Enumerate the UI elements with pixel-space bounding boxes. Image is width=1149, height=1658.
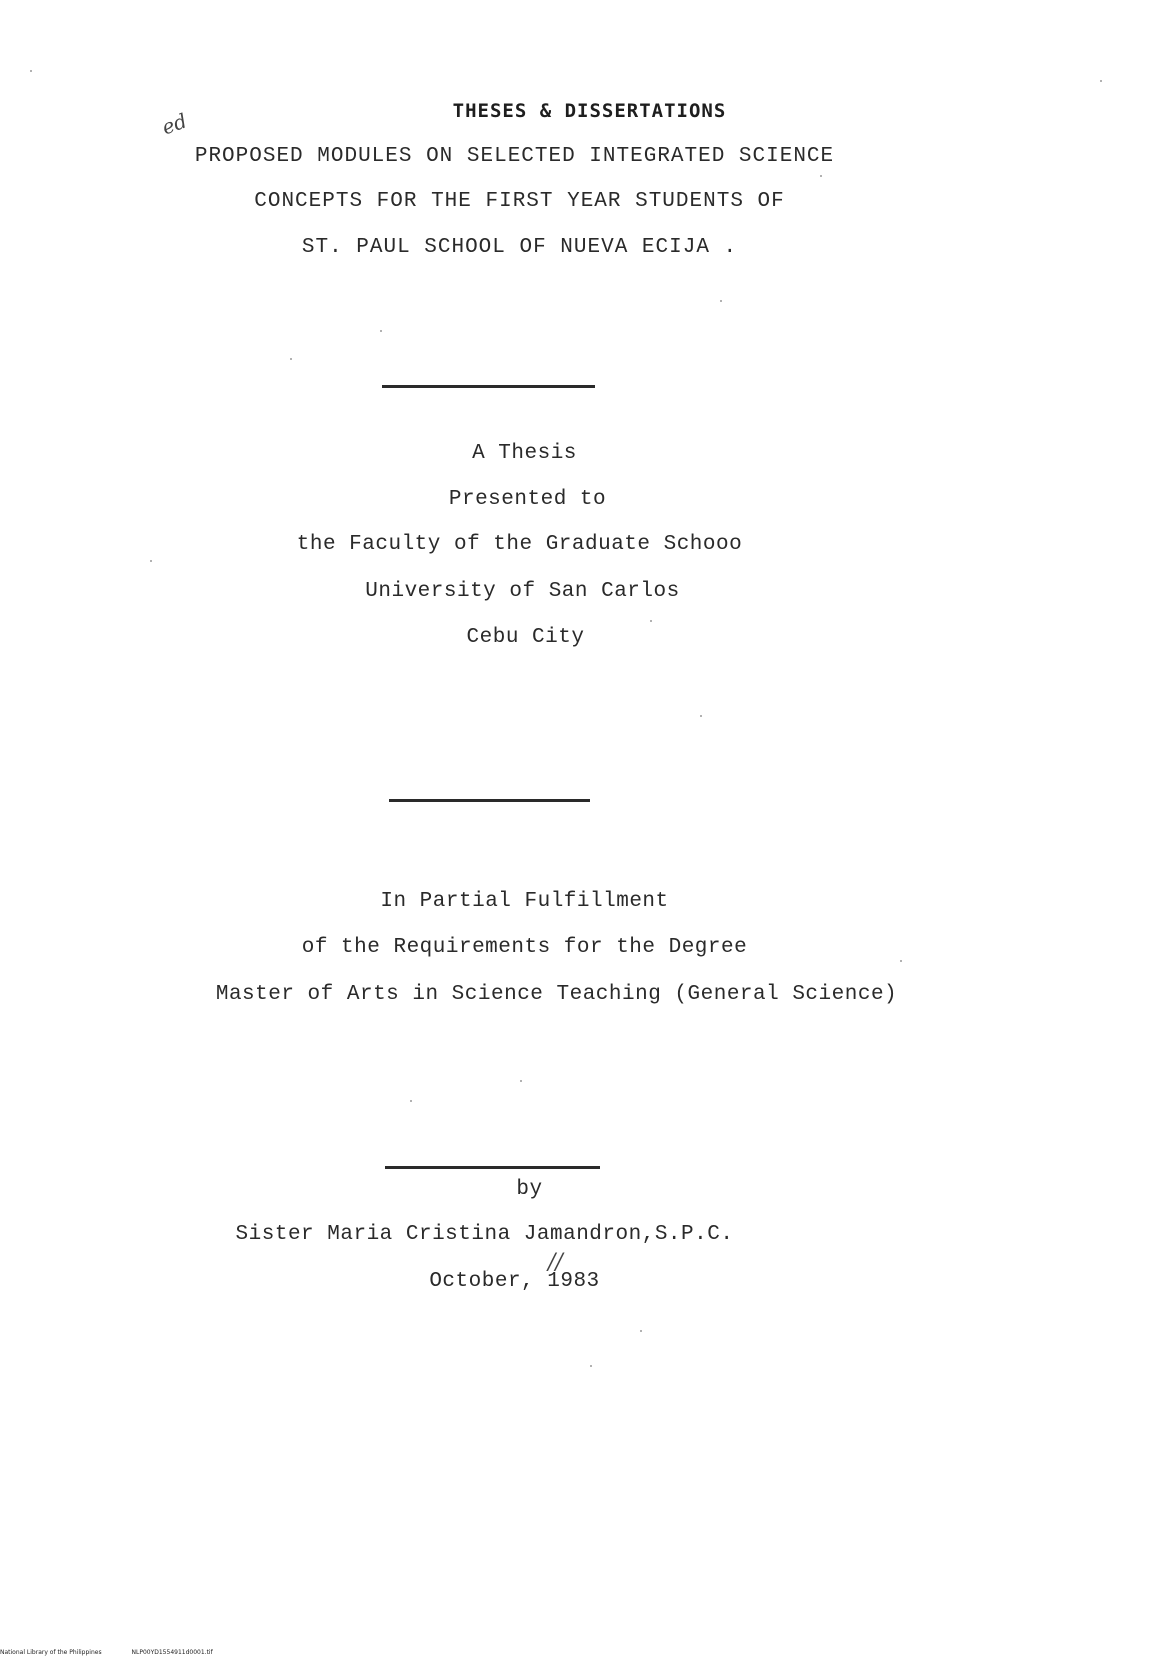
by-label: by (516, 1178, 543, 1201)
handwritten-slash-mark: // (548, 1250, 563, 1275)
scan-speck (900, 960, 902, 962)
submission-date: October, 1983 (429, 1270, 600, 1293)
scan-speck (820, 175, 822, 177)
scan-speck (520, 1080, 522, 1082)
divider-rule-3 (385, 1166, 600, 1169)
fulfillment-line-1: In Partial Fulfillment (380, 890, 669, 913)
presentation-line-3: the Faculty of the Graduate Schooo (296, 533, 743, 556)
thesis-title-line-1: PROPOSED MODULES ON SELECTED INTEGRATED SCIENCE (194, 145, 835, 168)
scan-speck (1100, 80, 1102, 82)
thesis-title-line-3: ST. PAUL SCHOOL OF NUEVA ECIJA . (301, 236, 738, 259)
footer-file-code: NLP00YD1554911d0001.tif (131, 1649, 213, 1656)
scan-speck (290, 358, 292, 360)
scan-speck (590, 1365, 592, 1367)
divider-rule-1 (382, 385, 595, 388)
scan-speck (650, 620, 652, 622)
scan-speck (720, 300, 722, 302)
scan-speck (30, 70, 32, 72)
scan-speck (640, 1330, 642, 1332)
archive-stamp: THESES & DISSERTATIONS (452, 100, 727, 122)
presentation-line-2: Presented to (448, 488, 607, 511)
handwritten-mark: ed (158, 108, 191, 140)
scan-footer (0, 1649, 241, 1656)
presentation-line-1: A Thesis (472, 442, 577, 465)
scan-speck (410, 1100, 412, 1102)
presentation-line-4: University of San Carlos (365, 580, 680, 603)
presentation-line-5: Cebu City (466, 626, 585, 649)
footer-library: National Library of the Philippines (0, 1649, 102, 1656)
scan-speck (150, 560, 152, 562)
fulfillment-line-3: Master of Arts in Science Teaching (General Science) (215, 983, 898, 1006)
author-name: Sister Maria Cristina Jamandron,S.P.C. (235, 1223, 734, 1246)
divider-rule-2 (389, 799, 590, 802)
fulfillment-line-2: of the Requirements for the Degree (301, 936, 748, 959)
scan-speck (700, 715, 702, 717)
thesis-title-line-2: CONCEPTS FOR THE FIRST YEAR STUDENTS OF (254, 190, 785, 213)
scan-speck (380, 330, 382, 332)
